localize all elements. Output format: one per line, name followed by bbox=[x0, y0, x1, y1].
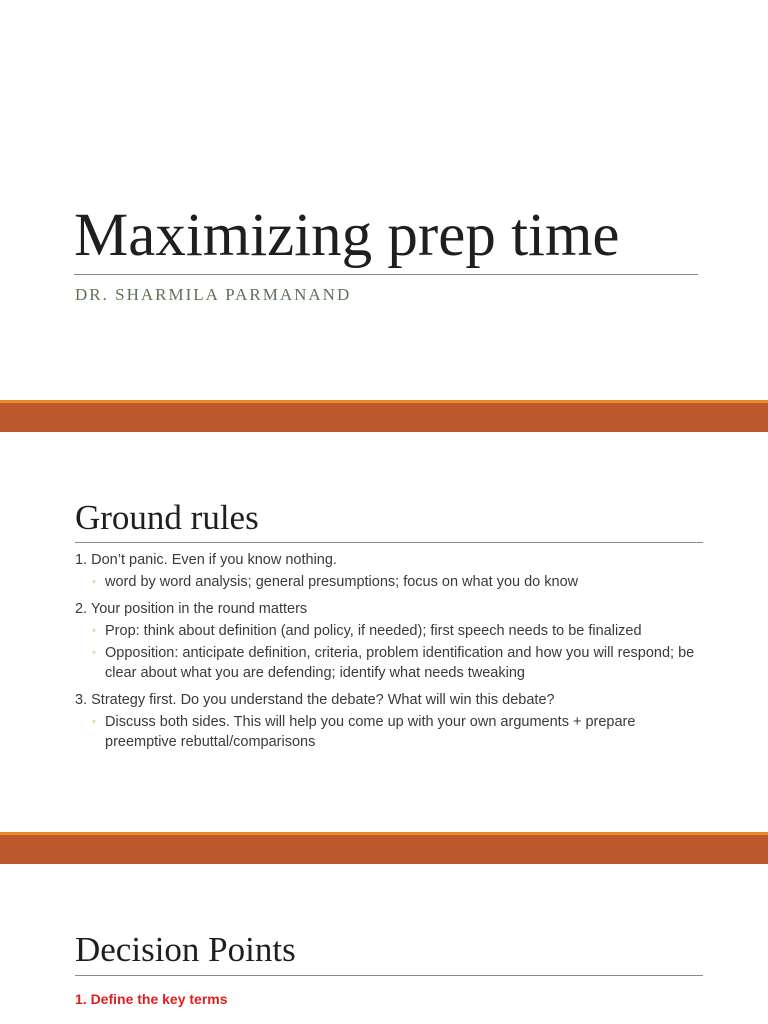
sub-list-item bbox=[75, 643, 705, 683]
sub-list bbox=[75, 621, 705, 683]
slide-heading: Decision Points bbox=[75, 930, 296, 969]
circle-bullet-icon: ◦ bbox=[92, 576, 96, 588]
sub-list bbox=[75, 572, 705, 592]
sub-list-item bbox=[75, 712, 705, 752]
list-item-text: 1. Don’t panic. Even if you know nothing. bbox=[75, 552, 337, 568]
sub-list-item-text: Opposition: anticipate definition, criteria, problem identification and how you will respond; be clear about what you are defending; identify what needs tweaking bbox=[105, 645, 695, 681]
decision-point-item: 1. Define the key terms bbox=[75, 991, 228, 1007]
sub-list-item-text: word by word analysis; general presumptions; focus on what you do know bbox=[105, 574, 579, 590]
sub-list bbox=[75, 712, 705, 752]
author-subtitle: DR. SHARMILA PARMANAND bbox=[75, 285, 352, 304]
ground-rules-list bbox=[75, 550, 705, 759]
slide-divider bbox=[0, 832, 768, 864]
slide-heading: Ground rules bbox=[75, 498, 259, 537]
sub-list-item-text: Discuss both sides. This will help you come up with your own arguments + prepare preemptive rebuttal/comparisons bbox=[105, 714, 636, 750]
presentation-title: Maximizing prep time bbox=[74, 202, 620, 269]
sub-list-item bbox=[75, 572, 705, 592]
sub-list-item bbox=[75, 621, 705, 641]
sub-list-item-text: Prop: think about definition (and policy, if needed); first speech needs to be finalized bbox=[105, 623, 642, 639]
ground-rules-slide bbox=[0, 432, 768, 832]
list-item-text: 3. Strategy first. Do you understand the debate? What will win this debate? bbox=[75, 692, 555, 708]
list-item bbox=[75, 599, 705, 683]
title-slide bbox=[0, 0, 768, 400]
list-item bbox=[75, 550, 705, 592]
heading-underline bbox=[75, 542, 703, 543]
list-item-text: 2. Your position in the round matters bbox=[75, 601, 308, 617]
heading-underline bbox=[75, 975, 703, 976]
circle-bullet-icon: ◦ bbox=[92, 647, 96, 659]
title-underline bbox=[74, 274, 698, 275]
decision-points-slide bbox=[0, 864, 768, 1024]
list-item bbox=[75, 690, 705, 752]
circle-bullet-icon: ◦ bbox=[92, 625, 96, 637]
circle-bullet-icon: ◦ bbox=[92, 716, 96, 728]
slide-divider bbox=[0, 400, 768, 432]
